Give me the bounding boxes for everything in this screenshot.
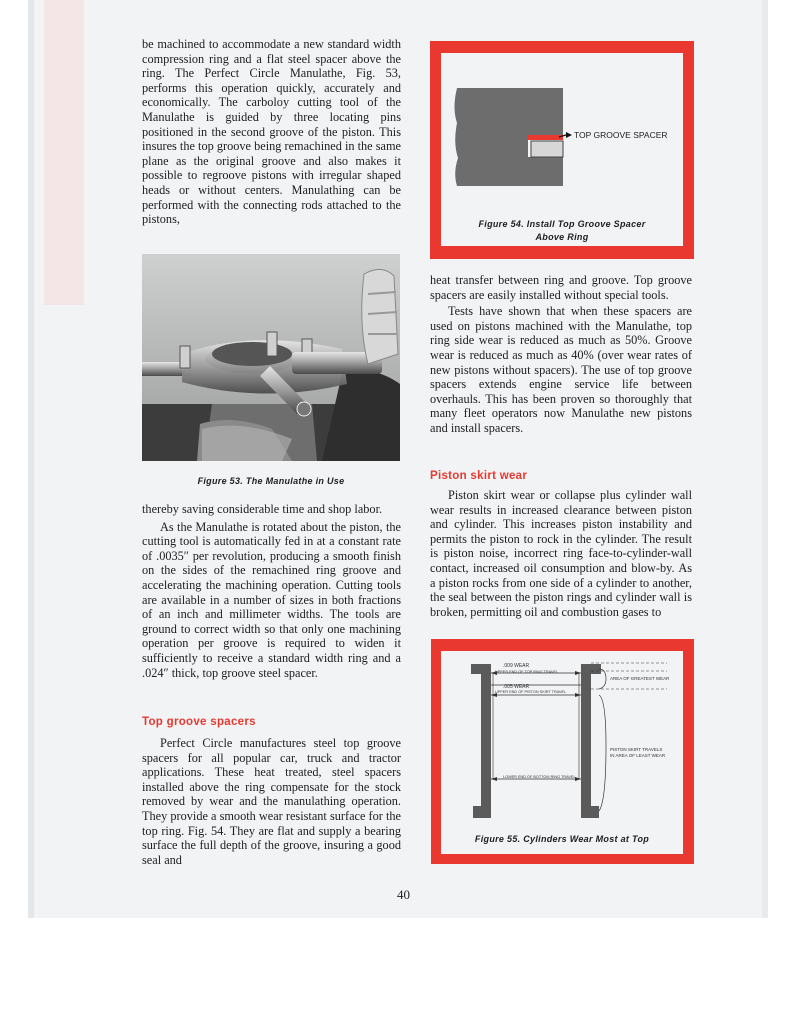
figure-55-panel (441, 651, 683, 854)
page-number: 40 (397, 887, 410, 902)
sheet-right-edge (762, 0, 768, 918)
col2-paragraph-1: heat transfer between ring and groove. Top groove spacers are easily installed without special tools. Tests have shown that when these spacers are used on pistons machined with the Manulathe, top ring side wear is reduced as much as 50%. Groove wear is reduced as much as 40% (over wear rates of new pistons without spacers). The use of top groove spacers extends engine service life between overhauls. This has been proven so thoroughly that many fleet operators now Manulathe new pistons and install spacers. (430, 273, 692, 435)
wear-label-005: .005 WEAR (503, 684, 530, 690)
figure-53-caption: Figure 53. The Manulathe in Use (197, 476, 345, 486)
manulathe-photo (142, 254, 400, 461)
top-groove-spacer-label: TOP GROOVE SPACER (574, 130, 668, 140)
wear-label-009: .009 WEAR (503, 663, 530, 669)
col2-paragraph-3: Piston skirt wear or collapse plus cylinder wall wear results in increased clearance between piston and cylinder. This increases piston instability and permits the piston to rock in the cylinder. The result is piston noise, incorrect ring face-to-cylinder-wall contact, increased oil consumption and blow-by. As a piston rocks from one side of a cylinder to another, the seal between the piston rings and cylinder wall is broken, permitting oil and combustion gases to (430, 488, 692, 619)
figure-54-caption-line2: Above Ring (535, 232, 589, 242)
travel-label-piston-skirt: UPPER END OF PISTON SKIRT TRAVEL (495, 690, 567, 694)
col1-paragraph-2: thereby saving considerable time and shop labor. As the Manulathe is rotated about the piston, the cutting tool is automatically fed in at a constant rate of .0035″ per revolution, producing a smooth finish on the sides of the remachined ring groove and accelerating the machining operation. Cutting tools are available in a number of sizes in both fractions of an inch and millimeter widths. The tools are ground to correct width so that only one machining operation per groove is required to widen it sufficiently to receive a standard width ring and a .024″ thick, top groove steel spacer. (142, 502, 401, 680)
spacer-diagram (441, 53, 683, 246)
heading-top-groove-spacers: Top groove spacers (142, 716, 256, 728)
skirt-travel-label-1: PISTON SKIRT TRAVELS (610, 747, 663, 752)
figure-54-caption-line1: Figure 54. Install Top Groove Spacer (478, 219, 646, 229)
heading-piston-skirt-wear: Piston skirt wear (430, 470, 528, 482)
figure-55-caption: Figure 55. Cylinders Wear Most at Top (474, 834, 650, 844)
figure-54-panel (441, 53, 683, 246)
skirt-travel-label-2: IN AREA OF LEAST WEAR (610, 753, 666, 758)
travel-label-bottom-ring: LOWER END OF BOTTOM RING TRAVEL (503, 775, 576, 779)
col1-paragraph-1: be machined to accommodate a new standard width compression ring and a flat steel spacer above the ring. The Perfect Circle Manulathe, Fig. 53, performs this operation quickly, accurately and economically. The carboloy cutting tool of the Manulathe is guided by three locating pins positioned in the second groove of the piston. This insures the top groove being remachined in the same plane as the original groove and also makes it possible to regroove pistons with irregular shaped heads or without centers. Manulathing can be performed with the connecting rods attached to the pistons, (142, 37, 401, 227)
sheet-edge (28, 0, 34, 918)
bleed-strip (44, 0, 84, 305)
col1-paragraph-4: Perfect Circle manufactures steel top groove spacers for all popular car, truck and tractor applications. These heat treated, steel spacers installed above the ring compensate for the stock removed by wear and the manulathing operation. They provide a smooth wear resistant surface for the top ring. Fig. 54. They are flat and supply a bearing surface the full depth of the groove, insuring a good seal and (142, 736, 401, 867)
area-greatest-wear-label: AREA OF GREATEST WEAR (610, 676, 670, 681)
travel-label-top-ring: UPPER END OF TOP RING TRAVEL (495, 670, 559, 674)
